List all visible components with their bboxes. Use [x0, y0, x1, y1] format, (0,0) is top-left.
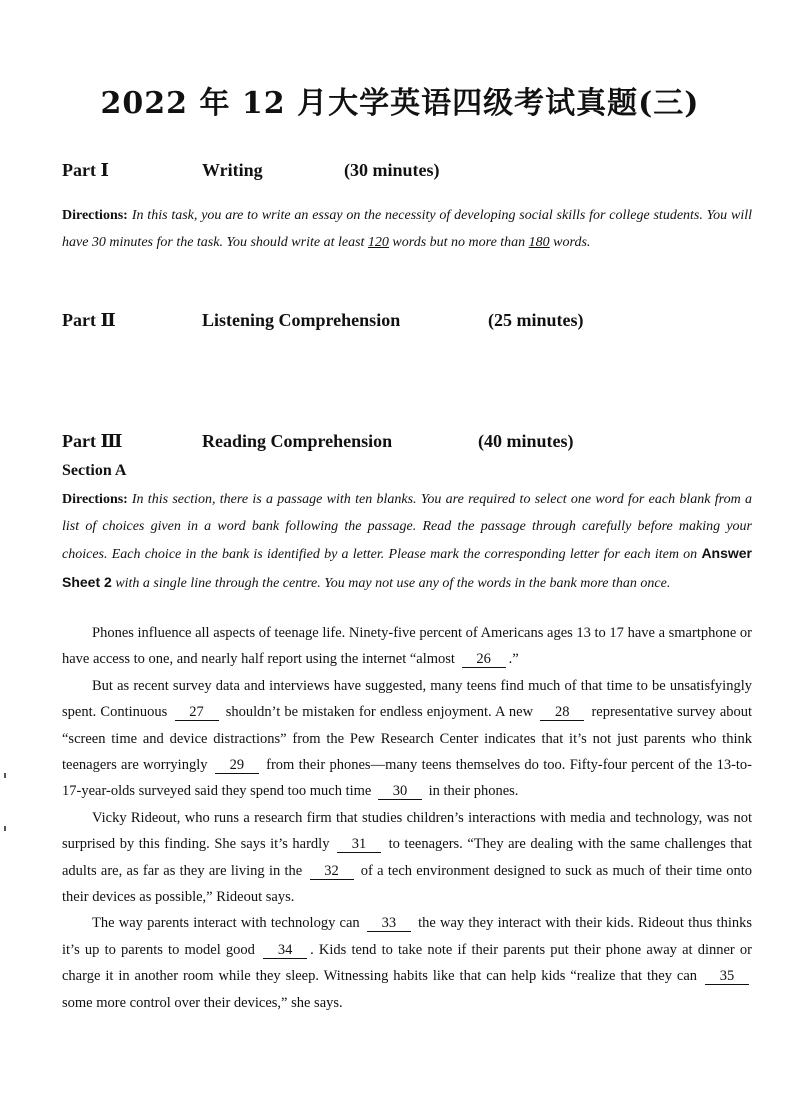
blank-30: 30 [378, 783, 422, 800]
min-words: 120 [367, 234, 389, 250]
section-a-directions [62, 487, 752, 597]
scan-mark [4, 826, 6, 831]
part-2-label: Part Ⅱ [62, 310, 116, 330]
part-3-label: Part Ⅲ [62, 431, 123, 451]
section-a-text-2: with a single line through the centre. You may not use any of the words in the bank more than once. [115, 575, 671, 591]
passage-paragraph-4: The way parents interact with technology can 33 the way they interact with their kids. Rideout thus thinks it’s up to parents to model good 34 . Kids tend to take note if their parents put their phone away at dinner or charge it in another room while they sleep. Witnessing habits like that can help kids “realize that they can 35 some more control over their devices,” she says. [62, 915, 753, 1011]
part-1-heading [62, 160, 762, 186]
part-1-time: (30 minutes) [344, 160, 440, 180]
blank-29: 29 [215, 757, 259, 774]
part-1-label: Part Ⅰ [62, 160, 109, 180]
writing-text-3: words. [553, 234, 591, 250]
blank-32: 32 [310, 863, 354, 880]
writing-text-1: In this task, you are to write an essay on the necessity of developing social skills for college students. You will have 30 minutes for the task. You should write at least [62, 208, 752, 250]
writing-text-2: words but no more than [392, 234, 526, 250]
directions-lead: Directions: [62, 208, 128, 223]
part-3-heading [62, 431, 762, 457]
part-2-time: (25 minutes) [488, 310, 584, 330]
blank-26: 26 [462, 651, 506, 668]
passage-paragraph-3: Vicky Rideout, who runs a research firm that studies children’s interactions with media and technology, was not surprised by this finding. She says it’s hardly 31 to teenagers. “They are dealing with the same challenges that adults are, as far as they are living in the 32 of a tech environment designed to suck as much of their time onto their devices as possible,” Rideout says. [62, 809, 753, 906]
passage-paragraph-1: Phones influence all aspects of teenage life. Ninety-five percent of Americans ages 13 to 17 have a smartphone or have access to one, and nearly half report using the internet “almost 26 .” [62, 625, 752, 668]
part-2-name: Listening Comprehension [202, 310, 401, 330]
blank-33: 33 [367, 915, 411, 932]
blank-28: 28 [540, 704, 584, 721]
writing-directions [62, 203, 752, 256]
part-3-time: (40 minutes) [478, 431, 574, 451]
section-a-heading: Section A [62, 462, 127, 479]
part-1-name: Writing [202, 160, 263, 180]
blank-34: 34 [263, 942, 307, 959]
max-words: 180 [528, 234, 550, 250]
blank-27: 27 [175, 704, 219, 721]
scan-mark [4, 773, 6, 778]
part-2-heading [62, 310, 762, 336]
part-3-name: Reading Comprehension [202, 431, 393, 451]
passage-paragraph-2: But as recent survey data and interviews have suggested, many teens find much of that time to be unsatisfyingly spent. Continuous 27 shouldn’t be mistaken for endless enjoyment. A new 28 representative survey about “screen time and device distractions” from the Pew Research Center indicates that it’s not just parents who think teenagers are worryingly 29 from their phones—many teens themselves do too. Fifty-four percent of the 13-to-17-year-olds surveyed said they spend too much time 30 in their phones. [62, 677, 753, 800]
section-a-text-1: In this section, there is a passage with ten blanks. You are required to select one word for each blank from a list of choices given in a word bank following the passage. Read the passage through carefully before making your choices. Each choice in the bank is identified by a letter. Please mark the corresponding letter for each item on [62, 492, 752, 562]
blank-31: 31 [337, 836, 381, 853]
directions-lead: Directions: [62, 492, 128, 507]
blank-35: 35 [705, 968, 749, 985]
page-title: 2022 年 12 月大学英语四级考试真题(三) [100, 86, 700, 121]
reading-passage [62, 620, 752, 1016]
answer-sheet-label: Answer Sheet 2 [62, 545, 753, 590]
